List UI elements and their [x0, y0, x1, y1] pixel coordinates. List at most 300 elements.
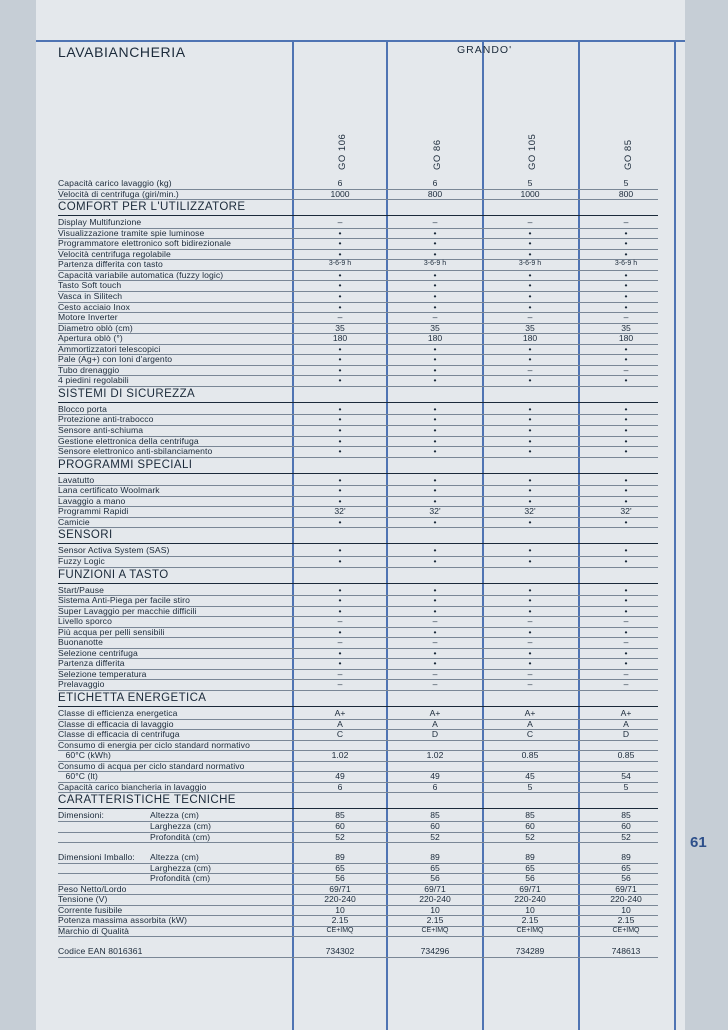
spec-value: A+ — [524, 708, 536, 718]
spec-row — [58, 303, 658, 313]
spec-value: • — [338, 414, 342, 425]
spec-label: Classe di efficacia di centrifuga — [58, 729, 180, 740]
spec-row — [58, 437, 658, 447]
spec-value: • — [528, 584, 532, 595]
spec-value: C — [336, 729, 344, 740]
spec-value: 10 — [430, 904, 440, 915]
spec-value: • — [624, 435, 628, 446]
spec-value: 52 — [621, 831, 631, 842]
spec-value: 85 — [621, 810, 631, 821]
spec-row — [58, 720, 658, 730]
spec-label: Camicie — [58, 516, 90, 527]
spec-value: • — [624, 343, 628, 354]
spec-value: A — [432, 718, 438, 729]
spec-value: • — [338, 485, 342, 496]
spec-value: • — [528, 403, 532, 414]
spec-value: • — [338, 474, 342, 485]
spec-label: 60°C (kWh) — [58, 750, 111, 761]
spec-row — [58, 617, 658, 627]
spec-value: 35 — [430, 322, 440, 333]
spec-value: 65 — [525, 862, 535, 873]
spec-label: 60°C (lt) — [58, 771, 98, 782]
spec-value: A+ — [620, 708, 632, 718]
spec-value: D — [431, 729, 439, 740]
spec-row — [58, 607, 658, 617]
spec-value: 0.85 — [521, 750, 539, 761]
spec-row — [58, 741, 658, 751]
spec-value: 800 — [427, 188, 443, 199]
spec-value: – — [623, 679, 629, 690]
section-rule — [58, 543, 658, 544]
spec-label: Sensor Activa System (SAS) — [58, 545, 170, 556]
spec-value: • — [528, 555, 532, 566]
spec-value: – — [623, 637, 629, 648]
spec-value: • — [338, 595, 342, 606]
spec-value: • — [433, 238, 437, 249]
spec-value: – — [623, 364, 629, 375]
spec-row — [58, 345, 658, 355]
section-rule — [58, 808, 658, 809]
spec-label: Partenza differita con tasto — [58, 259, 163, 270]
spec-value: • — [338, 248, 342, 259]
spec-label: Classe di efficienza energetica — [58, 708, 178, 718]
spec-value: 65 — [335, 862, 345, 873]
spec-value: – — [432, 668, 438, 679]
spec-row — [58, 497, 658, 507]
spec-row — [58, 649, 658, 659]
spec-row — [58, 281, 658, 291]
spec-label: Partenza differita — [58, 658, 125, 669]
spec-value: • — [624, 227, 628, 238]
spec-value: • — [528, 545, 532, 556]
spec-label: Potenza massima assorbita (kW) — [58, 915, 188, 926]
spec-value: • — [338, 290, 342, 301]
model-header — [334, 118, 354, 170]
section-title: ETICHETTA ENERGETICA — [58, 692, 207, 704]
spec-value: 10 — [525, 904, 535, 915]
spec-value: • — [433, 403, 437, 414]
spec-value: • — [338, 343, 342, 354]
spec-value: – — [527, 679, 533, 690]
spec-value: • — [624, 555, 628, 566]
row-rule — [58, 386, 658, 387]
spec-label: Fuzzy Logic — [58, 555, 105, 566]
spec-value: 52 — [430, 831, 440, 842]
dimension-sub-label: Larghezza (cm) — [150, 862, 212, 873]
spec-value: 180 — [332, 333, 348, 344]
spec-row — [58, 518, 658, 528]
spec-row — [58, 659, 658, 669]
spec-value: 3-6-9 h — [423, 260, 447, 268]
spec-value: • — [433, 555, 437, 566]
spec-row — [58, 313, 658, 323]
spec-label: Start/Pause — [58, 584, 105, 595]
row-rule — [58, 457, 658, 458]
spec-value: 89 — [525, 852, 535, 863]
spec-label: Motore Inverter — [58, 312, 118, 323]
spec-value: – — [527, 637, 533, 648]
spec-value: 35 — [621, 322, 631, 333]
spec-value: 5 — [527, 178, 533, 188]
dimension-sub-label: Altezza (cm) — [150, 810, 199, 821]
spec-row — [58, 783, 658, 793]
model-header — [620, 118, 640, 170]
section-title: CARATTERISTICHE TECNICHE — [58, 794, 236, 807]
spec-row — [58, 628, 658, 638]
spec-value: 60 — [335, 820, 345, 831]
spec-value: – — [432, 217, 438, 228]
spec-value: – — [432, 312, 438, 323]
model-header — [429, 118, 449, 170]
spec-value: • — [433, 595, 437, 606]
spec-value: • — [338, 403, 342, 414]
spec-row — [58, 874, 658, 884]
spec-value: • — [528, 248, 532, 259]
spec-label: Capacità carico lavaggio (kg) — [58, 178, 172, 188]
spec-value: 748613 — [611, 946, 641, 957]
spec-row — [58, 751, 658, 761]
spec-value: 1000 — [520, 188, 540, 199]
dimension-sub-label: Larghezza (cm) — [150, 820, 212, 831]
spec-row — [58, 405, 658, 415]
spec-row — [58, 638, 658, 648]
spec-value: • — [338, 626, 342, 637]
spec-value: • — [433, 584, 437, 595]
spec-value: 56 — [430, 873, 440, 884]
spec-value: • — [433, 495, 437, 506]
spec-row — [58, 762, 658, 772]
spec-row — [58, 190, 658, 200]
spec-value: 3-6-9 h — [614, 260, 638, 268]
spec-label: Gestione elettronica della centrifuga — [58, 435, 199, 446]
spec-value: • — [624, 269, 628, 280]
spec-value: 56 — [525, 873, 535, 884]
model-name: GO 85 — [623, 139, 634, 170]
spec-value: • — [433, 364, 437, 375]
spec-value: • — [338, 238, 342, 249]
spec-value: – — [527, 364, 533, 375]
spec-label: Display Multifunzione — [58, 217, 142, 228]
spec-row — [58, 476, 658, 486]
spec-value: • — [433, 290, 437, 301]
spec-value: 220-240 — [514, 894, 546, 905]
spec-row — [58, 292, 658, 302]
spec-value: 6 — [432, 178, 438, 188]
spec-row — [58, 709, 658, 719]
spec-value: • — [624, 425, 628, 435]
row-rule — [58, 567, 658, 568]
spec-value: 2.15 — [426, 915, 444, 926]
spec-value: • — [528, 485, 532, 496]
spec-value: 10 — [335, 904, 345, 915]
spec-value: • — [338, 584, 342, 595]
spec-row — [58, 546, 658, 556]
spec-value: • — [528, 495, 532, 506]
spec-value: • — [624, 280, 628, 291]
spec-value: 89 — [621, 852, 631, 863]
row-rule — [58, 936, 658, 937]
spec-value: 49 — [430, 771, 440, 782]
spec-value: • — [528, 227, 532, 238]
spec-value: – — [432, 637, 438, 648]
spec-value: • — [433, 375, 437, 386]
spec-value: 6 — [432, 781, 438, 792]
spec-label: Sensore anti-schiuma — [58, 425, 144, 435]
spec-value: – — [337, 312, 343, 323]
spec-row — [58, 271, 658, 281]
spec-value: 2.15 — [617, 915, 635, 926]
spec-value: • — [338, 301, 342, 312]
spec-value: 180 — [427, 333, 443, 344]
spec-value: • — [528, 425, 532, 435]
spec-label: Tubo drenaggio — [58, 364, 120, 375]
spec-label: Sensore elettronico anti-sbilanciamento — [58, 446, 213, 457]
spec-row — [58, 586, 658, 596]
spec-label: Velocità di centrifuga (giri/min.) — [58, 188, 179, 199]
spec-value: • — [528, 605, 532, 616]
spec-row — [58, 355, 658, 365]
spec-value: • — [433, 435, 437, 446]
spec-value: • — [338, 647, 342, 658]
spec-value: • — [624, 605, 628, 616]
spec-row — [58, 507, 658, 517]
spec-value: • — [624, 238, 628, 249]
dimension-group-label: Dimensioni Imballo: — [58, 852, 135, 863]
spec-value: • — [433, 227, 437, 238]
spec-value: 5 — [527, 781, 533, 792]
spec-row — [58, 680, 658, 690]
spec-value: 32' — [524, 506, 536, 517]
spec-label: Blocco porta — [58, 403, 107, 414]
spec-value: • — [624, 658, 628, 669]
spec-value: 1.02 — [426, 750, 444, 761]
spec-value: • — [624, 301, 628, 312]
spec-row — [58, 885, 658, 895]
spec-row — [58, 426, 658, 436]
spec-value: • — [528, 354, 532, 365]
spec-value: 69/71 — [519, 883, 541, 894]
spec-value: – — [623, 668, 629, 679]
spec-value: 85 — [525, 810, 535, 821]
spec-value: 85 — [430, 810, 440, 821]
spec-label: Più acqua per pelli sensibili — [58, 626, 165, 637]
spec-value: 69/71 — [424, 883, 446, 894]
spec-row — [58, 415, 658, 425]
spec-label: Diametro oblò (cm) — [58, 322, 133, 333]
header-rule — [36, 40, 685, 42]
row-rule — [58, 842, 658, 843]
spec-value: 85 — [335, 810, 345, 821]
spec-value: • — [528, 626, 532, 637]
spec-value: 10 — [621, 904, 631, 915]
section-rule — [58, 473, 658, 474]
spec-value: 56 — [621, 873, 631, 884]
spec-value: 89 — [430, 852, 440, 863]
spec-row — [58, 916, 658, 926]
spec-label: Ammortizzatori telescopici — [58, 343, 161, 354]
spec-row — [58, 927, 658, 937]
spec-value: • — [528, 375, 532, 386]
spec-row — [58, 334, 658, 344]
spec-label: Livello sporco — [58, 616, 112, 627]
spec-label: Velocità centrifuga regolabile — [58, 248, 171, 259]
spec-value: • — [433, 658, 437, 669]
spec-value: 5 — [623, 178, 629, 188]
spec-value: 220-240 — [419, 894, 451, 905]
spec-value: A — [337, 718, 343, 729]
column-divider — [674, 40, 676, 1030]
spec-row — [58, 853, 658, 863]
spec-row — [58, 864, 658, 874]
page-title: LAVABIANCHERIA — [58, 44, 186, 60]
spec-value: 52 — [335, 831, 345, 842]
spec-label: Prelavaggio — [58, 679, 105, 690]
spec-label: 4 piedini regolabili — [58, 375, 129, 386]
spec-value: CE+IMQ — [326, 926, 354, 934]
spec-label: Programmatore elettronico soft bidirezionale — [58, 238, 232, 249]
spec-row — [58, 260, 658, 270]
spec-value: 54 — [621, 771, 631, 782]
spec-value: • — [433, 425, 437, 435]
spec-row — [58, 906, 658, 916]
section-title: SISTEMI DI SICUREZZA — [58, 387, 196, 400]
spec-label: Selezione temperatura — [58, 668, 147, 679]
section-rule — [58, 706, 658, 707]
spec-value: – — [527, 217, 533, 228]
spec-value: • — [528, 435, 532, 446]
spec-value: 60 — [525, 820, 535, 831]
spec-value: 1000 — [330, 188, 350, 199]
spec-value: 49 — [335, 771, 345, 782]
spec-value: – — [432, 679, 438, 690]
spec-value: CE+IMQ — [612, 926, 640, 934]
spec-value: • — [433, 280, 437, 291]
dimension-sub-label: Altezza (cm) — [150, 852, 199, 863]
spec-value: • — [338, 280, 342, 291]
spec-label: Capacità variabile automatica (fuzzy logic) — [58, 269, 224, 280]
spec-value: 734289 — [515, 946, 545, 957]
spec-row — [58, 822, 658, 832]
spec-label: Apertura oblò (°) — [58, 333, 123, 344]
spec-value: • — [338, 605, 342, 616]
spec-value: • — [338, 555, 342, 566]
model-name: GO 106 — [337, 133, 348, 170]
spec-label: Programmi Rapidi — [58, 506, 129, 517]
spec-value: 3-6-9 h — [328, 260, 352, 268]
spec-value: • — [624, 474, 628, 485]
spec-value: 6 — [337, 178, 343, 188]
spec-row — [58, 811, 658, 821]
spec-row — [58, 447, 658, 457]
spec-value: • — [433, 647, 437, 658]
model-name: GO 86 — [432, 139, 443, 170]
spec-value: • — [624, 403, 628, 414]
section-title: COMFORT PER L'UTILIZZATORE — [58, 201, 246, 214]
spec-value: • — [338, 435, 342, 446]
spec-row — [58, 947, 658, 957]
spec-row — [58, 376, 658, 386]
spec-value: 65 — [430, 862, 440, 873]
spec-value: 5 — [623, 781, 629, 792]
spec-value: • — [528, 343, 532, 354]
spec-row — [58, 179, 658, 189]
spec-value: C — [526, 729, 534, 740]
spec-value: • — [528, 474, 532, 485]
spec-value: • — [528, 238, 532, 249]
dimension-sub-label: Profondità (cm) — [150, 873, 211, 884]
spec-value: • — [624, 516, 628, 527]
spec-value: • — [624, 354, 628, 365]
spec-label: Consumo di acqua per ciclo standard normativo — [58, 760, 245, 771]
spec-value: – — [623, 217, 629, 228]
spec-row — [58, 250, 658, 260]
spec-value: A — [623, 718, 629, 729]
spec-value: • — [338, 658, 342, 669]
model-header — [524, 118, 544, 170]
section-title: SENSORI — [58, 529, 113, 542]
spec-value: – — [527, 312, 533, 323]
section-rule — [58, 402, 658, 403]
spec-value: – — [337, 637, 343, 648]
spec-row — [58, 366, 658, 376]
spec-value: 35 — [335, 322, 345, 333]
spec-value: • — [624, 290, 628, 301]
spec-value: 220-240 — [324, 894, 356, 905]
spec-value: • — [528, 658, 532, 669]
spec-value: • — [528, 269, 532, 280]
spec-value: • — [528, 290, 532, 301]
spec-value: • — [433, 269, 437, 280]
row-rule — [58, 957, 658, 958]
spec-value: 180 — [522, 333, 538, 344]
spec-label: Lavaggio a mano — [58, 495, 126, 506]
spec-value: 734302 — [325, 946, 355, 957]
spec-value: 69/71 — [329, 883, 351, 894]
spec-value: – — [432, 616, 438, 627]
spec-value: CE+IMQ — [516, 926, 544, 934]
spec-value: – — [337, 616, 343, 627]
spec-value: 32' — [334, 506, 346, 517]
spec-value: • — [528, 446, 532, 457]
spec-value: • — [624, 248, 628, 259]
spec-value: 65 — [621, 862, 631, 873]
spec-value: 45 — [525, 771, 535, 782]
spec-label: Tensione (V) — [58, 894, 108, 905]
spec-label: Classe di efficacia di lavaggio — [58, 718, 174, 729]
spec-row — [58, 670, 658, 680]
spec-label: Protezione anti-trabocco — [58, 414, 154, 425]
spec-value: 220-240 — [610, 894, 642, 905]
dimension-sub-label: Profondità (cm) — [150, 831, 211, 842]
spec-value: CE+IMQ — [421, 926, 449, 934]
spec-value: • — [433, 248, 437, 259]
spec-value: • — [624, 584, 628, 595]
spec-value: • — [338, 269, 342, 280]
spec-value: • — [624, 414, 628, 425]
section-rule — [58, 583, 658, 584]
spec-value: 32' — [429, 506, 441, 517]
spec-value: 800 — [618, 188, 634, 199]
spec-row — [58, 557, 658, 567]
spec-value: • — [624, 626, 628, 637]
spec-value: • — [338, 227, 342, 238]
spec-row — [58, 772, 658, 782]
spec-label: Tasto Soft touch — [58, 280, 122, 291]
spec-row — [58, 730, 658, 740]
spec-label: Selezione centrifuga — [58, 647, 138, 658]
spec-value: – — [623, 616, 629, 627]
spec-label: Cesto acciaio Inox — [58, 301, 131, 312]
